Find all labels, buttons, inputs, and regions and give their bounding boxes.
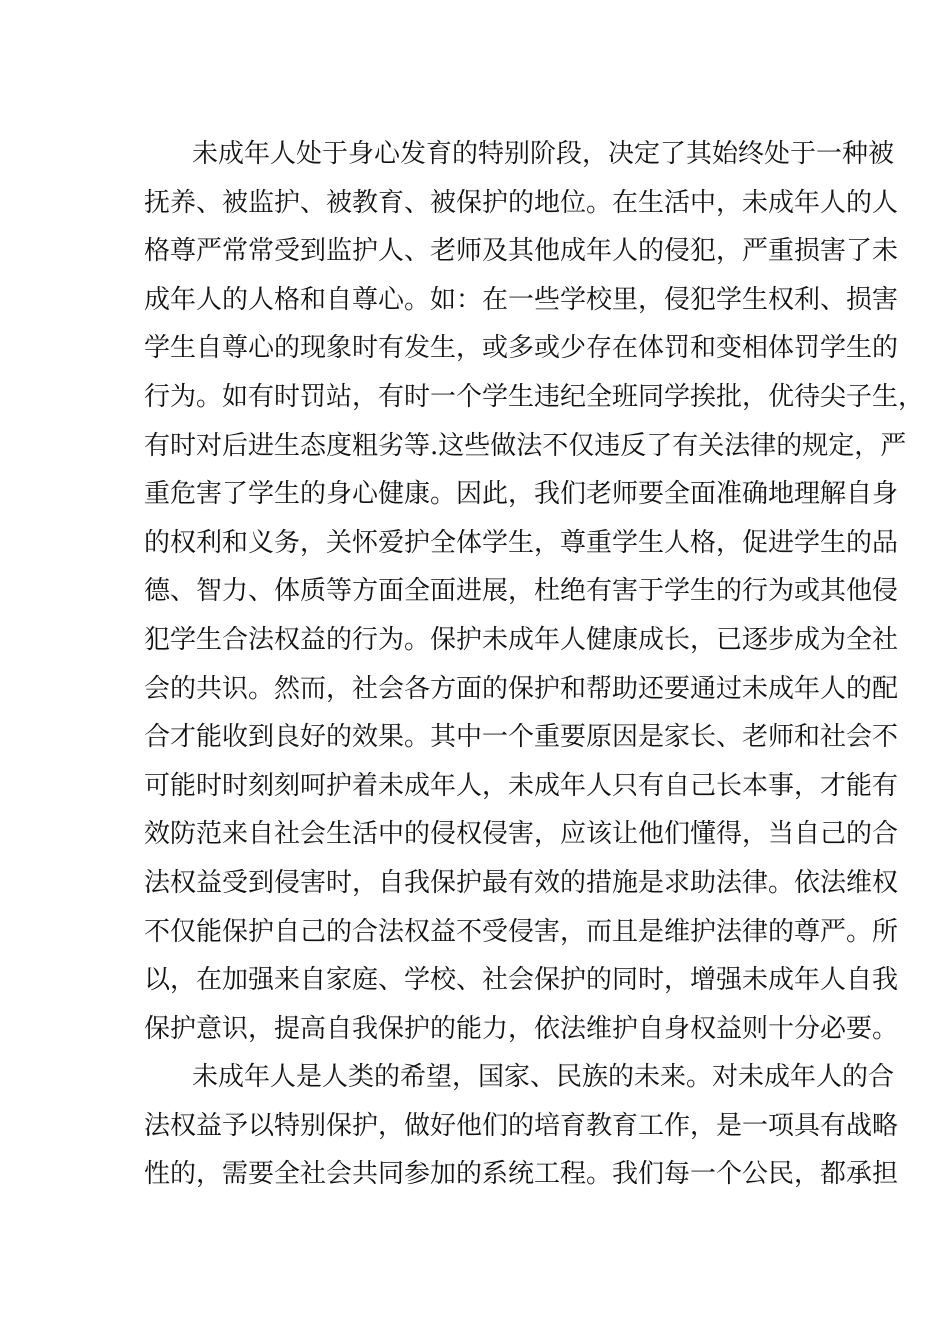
paragraph-line: 格尊严常常受到监护人、老师及其他成年人的侵犯，严重损害了未 [144, 236, 899, 267]
paragraph-line: 犯学生合法权益的行为。保护未成年人健康成长，已逐步成为全社 [144, 624, 899, 655]
paragraph-line: 法权益受到侵害时，自我保护最有效的措施是求助法律。依法维权 [144, 867, 899, 898]
paragraph-line: 抚养、被监护、被教育、被保护的地位。在生活中，未成年人的人 [144, 187, 899, 218]
paragraph-line: 重危害了学生的身心健康。因此，我们老师要全面准确地理解自身 [144, 479, 899, 510]
paragraph-line: 未成年人是人类的希望，国家、民族的未来。对未成年人的合 [192, 1062, 895, 1093]
paragraph-line: 有时对后进生态度粗劣等.这些做法不仅违反了有关法律的规定，严 [144, 430, 907, 461]
paragraph-line: 法权益予以特别保护，做好他们的培育教育工作，是一项具有战略 [144, 1110, 899, 1141]
paragraph-line: 德、智力、体质等方面全面进展，杜绝有害于学生的行为或其他侵 [144, 576, 899, 607]
paragraph-line: 以，在加强来自家庭、学校、社会保护的同时，增强未成年人自我 [144, 965, 899, 996]
paragraph-line: 成年人的人格和自尊心。如：在一些学校里，侵犯学生权利、损害 [144, 284, 899, 315]
paragraph-line: 可能时时刻刻呵护着未成年人，未成年人只有自己长本事，才能有 [144, 770, 899, 801]
document-body [144, 130, 925, 1199]
paragraph-line: 会的共识。然而，社会各方面的保护和帮助还要通过未成年人的配 [144, 673, 899, 704]
paragraph-line: 行为。如有时罚站，有时一个学生违纪全班同学挨批，优待尖子生， [144, 381, 925, 412]
paragraph-line: 合才能收到良好的效果。其中一个重要原因是家长、老师和社会不 [144, 722, 899, 753]
paragraph-line: 未成年人处于身心发育的特别阶段，决定了其始终处于一种被 [192, 139, 895, 169]
paragraph-line: 的权利和义务，关怀爱护全体学生，尊重学生人格，促进学生的品 [144, 527, 899, 558]
paragraph-line: 性的，需要全社会共同参加的系统工程。我们每一个公民，都承担 [144, 1159, 899, 1190]
paragraph-line: 效防范来自社会生活中的侵权侵害，应该让他们懂得，当自己的合 [144, 819, 899, 850]
paragraph-line: 学生自尊心的现象时有发生，或多或少存在体罚和变相体罚学生的 [144, 333, 899, 364]
paragraph-line: 不仅能保护自己的合法权益不受侵害，而且是维护法律的尊严。所 [144, 916, 899, 947]
paragraph-line: 保护意识，提高自我保护的能力，依法维护自身权益则十分必要。 [144, 1013, 899, 1044]
